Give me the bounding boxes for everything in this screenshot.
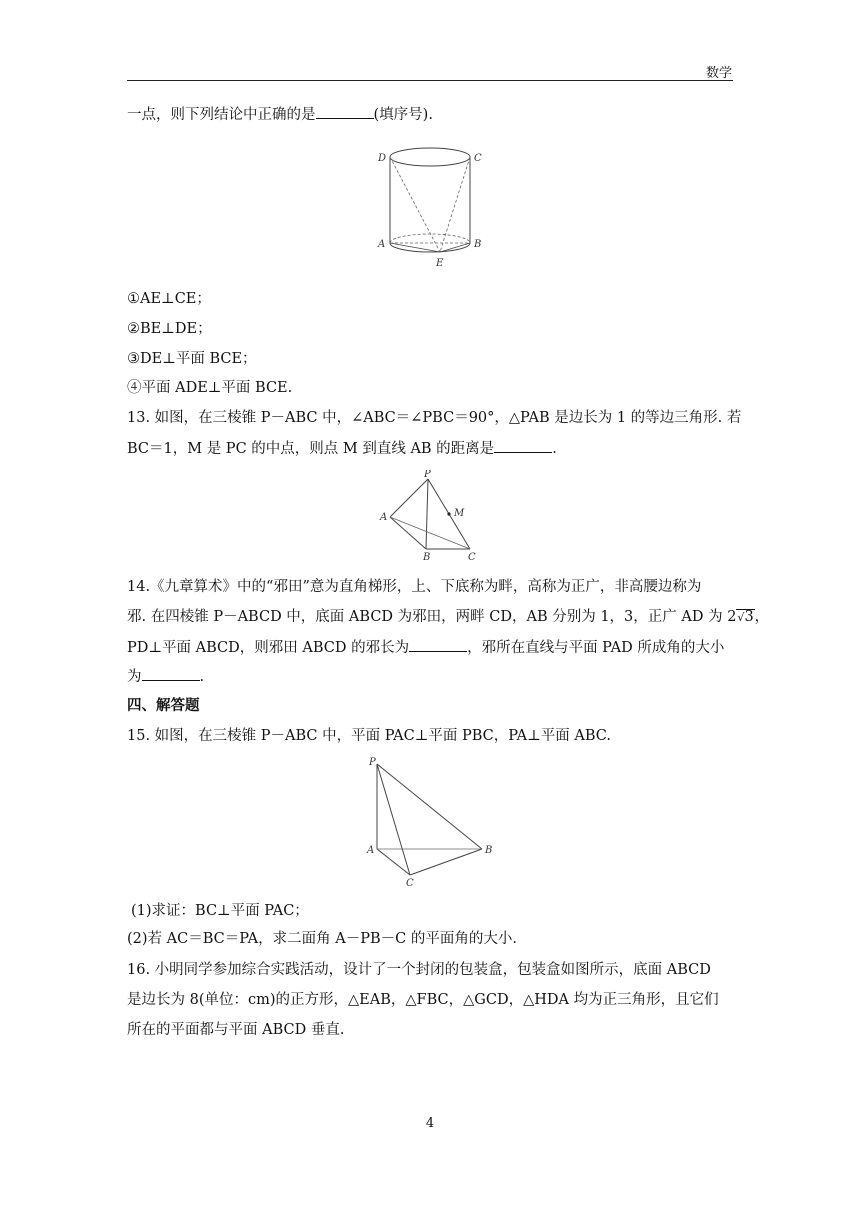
edge-ac: [377, 849, 410, 875]
label-b: B: [423, 552, 431, 562]
q14-line-2: [127, 607, 770, 627]
q14-line-1: 14.《九章算术》中的“邪田”意为直角梯形，上、下底称为畔，高称为正广，非高腰边称为: [127, 579, 702, 595]
label-e: E: [436, 258, 444, 269]
q14-line3-after: ，邪所在直线与平面 PAD 所成角的大小: [467, 640, 725, 656]
label-b: B: [485, 845, 493, 856]
q16-line-3: 所在的平面都与平面 ABCD 垂直.: [127, 1022, 345, 1038]
label-p: P: [369, 757, 376, 768]
q13-pyramid-figure: [378, 470, 482, 562]
cylinder-top-ellipse: [390, 148, 470, 166]
edge-cb: [410, 849, 482, 875]
q15-pyramid-figure: [364, 755, 504, 891]
page-number: 4: [425, 1116, 435, 1131]
q13-line2-text: BC＝1，M 是 PC 的中点，则点 M 到直线 AB 的距离是: [127, 441, 495, 457]
q14-line2-text: 邪. 在四棱锥 P－ABCD 中，底面 ABCD 为邪田，两畔 CD，AB 分别为 1，3，正广 AD 为 2: [127, 609, 737, 625]
edge-pb: [377, 764, 482, 849]
segment-ae: [390, 243, 440, 252]
q14-line4-after: .: [199, 669, 205, 685]
option-text: DE⊥平面 BCE；: [140, 351, 257, 367]
q12-intro: [127, 104, 737, 125]
q14-line-3: [127, 637, 737, 658]
label-b: B: [474, 239, 482, 250]
q15-part-2: (2)若 AC＝BC＝PA，求二面角 A－PB－C 的平面角的大小.: [127, 931, 517, 947]
label-p: P: [424, 470, 431, 480]
edge-pb: [426, 479, 428, 549]
segment-de: [390, 157, 440, 252]
option-text: AE⊥CE；: [140, 291, 211, 307]
label-c: C: [406, 878, 414, 889]
answer-blank: [142, 666, 200, 681]
edge-ab: [390, 517, 426, 549]
point-m: [447, 512, 450, 515]
segment-ce: [440, 157, 470, 252]
label-c: C: [468, 552, 476, 562]
q14-line3-text: PD⊥平面 ABCD，则邪田 ABCD 的邪长为: [127, 640, 410, 656]
sqrt-value: 3: [744, 609, 754, 625]
q12-intro-after: (填序号).: [373, 107, 433, 123]
label-a: A: [380, 512, 388, 523]
q14-line2-after: ，: [754, 609, 770, 625]
q13-line-1: 13. 如图，在三棱锥 P－ABC 中，∠ABC＝∠PBC＝90°，△PAB 是边长为 1 的等边三角形. 若: [127, 410, 742, 426]
q12-option-1: [127, 289, 737, 309]
q12-option-2: [127, 319, 737, 339]
label-d: D: [378, 153, 387, 164]
q15-line-1: 15. 如图，在三棱锥 P－ABC 中，平面 PAC⊥平面 PBC，PA⊥平面 ABC.: [127, 728, 611, 744]
q12-cylinder-figure: [370, 140, 490, 272]
q13-line-2: [127, 438, 737, 459]
q12-option-3: [127, 349, 737, 369]
q12-option-4: [127, 378, 737, 398]
cylinder-bottom-front: [390, 243, 470, 252]
option-marker: ②: [127, 321, 140, 337]
option-marker: ④: [127, 380, 142, 396]
edge-pa: [390, 479, 428, 517]
edge-ac: [390, 517, 470, 549]
q16-line-1: 16. 小明同学参加综合实践活动，设计了一个封闭的包装盒，包装盒如图所示，底面 ABCD: [127, 962, 711, 978]
option-text: BE⊥DE；: [140, 321, 212, 337]
answer-blank: [409, 637, 467, 652]
header-rule: [127, 80, 733, 81]
q16-line-2: 是边长为 8(单位：cm)的正方形，△EAB，△FBC，△GCD，△HDA 均为正三角形，且它们: [127, 992, 719, 1008]
label-m: M: [454, 508, 465, 519]
option-text: 平面 ADE⊥平面 BCE.: [141, 380, 293, 396]
label-c: C: [474, 153, 482, 164]
sqrt-radical: √3: [737, 609, 754, 625]
section-title: 四、解答题: [127, 697, 200, 714]
q14-line4-text: 为: [127, 669, 142, 685]
answer-blank: [316, 104, 374, 119]
answer-blank: [494, 438, 552, 453]
q15-part-1: (1)求证：BC⊥平面 PAC；: [131, 903, 309, 919]
q14-line-4: [127, 666, 737, 687]
option-marker: ③: [127, 351, 140, 367]
label-a: A: [367, 845, 375, 856]
cylinder-bottom-back: [390, 234, 470, 243]
edge-pc: [377, 764, 410, 875]
header-subject: 数学: [705, 66, 732, 81]
q13-line2-after: .: [552, 441, 557, 457]
q12-intro-text: 一点，则下列结论中正确的是: [127, 107, 316, 123]
label-a: A: [378, 239, 386, 250]
option-marker: ①: [127, 291, 140, 307]
